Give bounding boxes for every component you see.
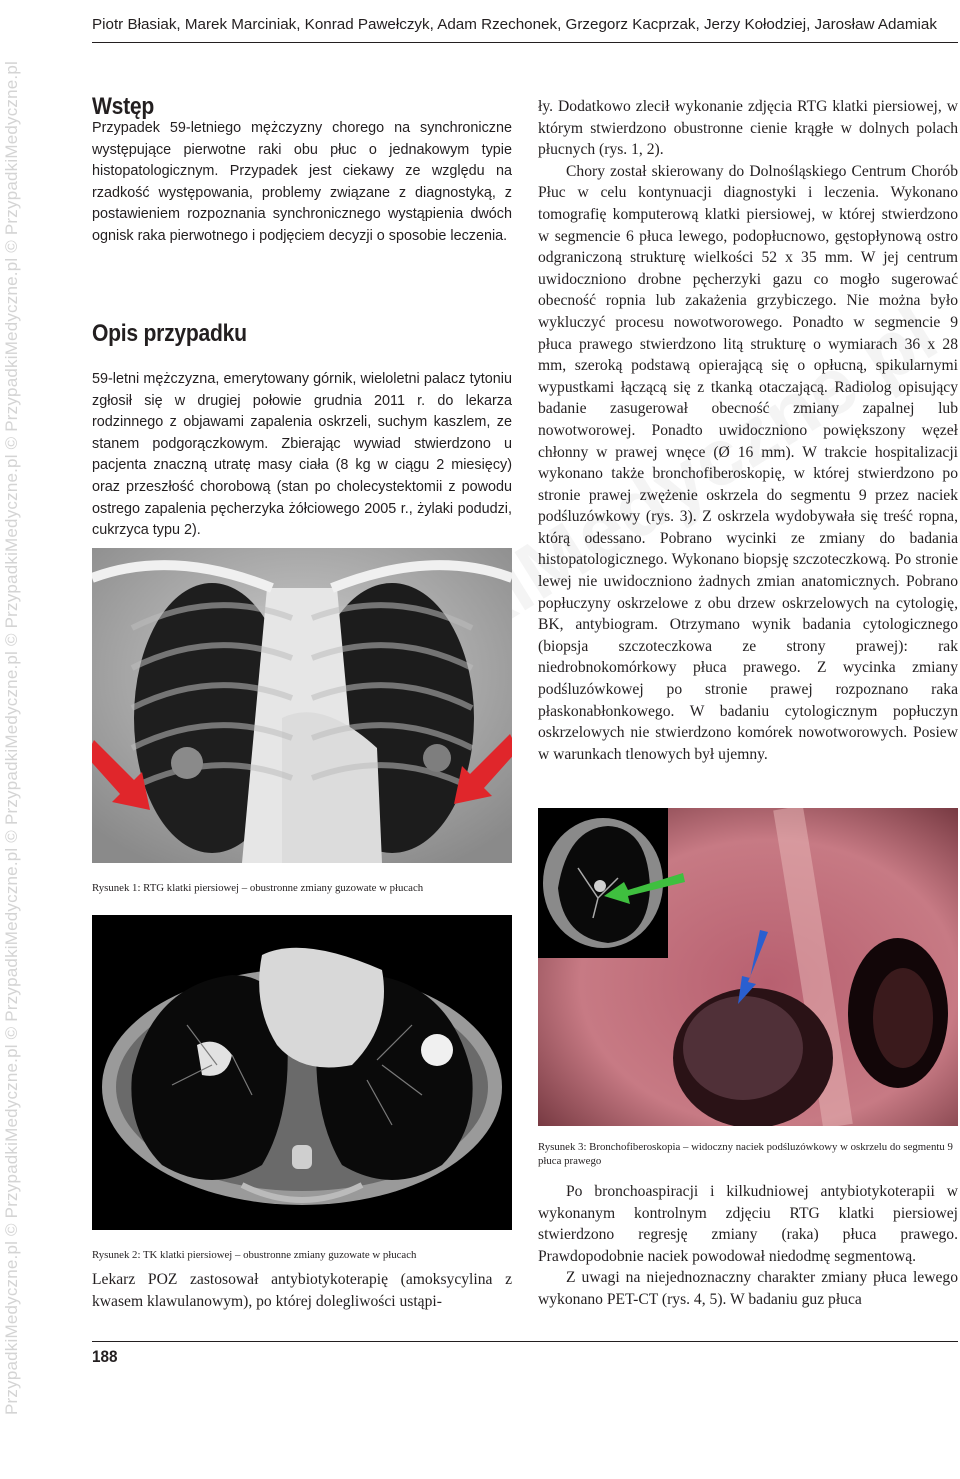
header-divider [92,42,958,43]
side-watermark: PrzypadkiMedyczne.pl © PrzypadkiMedyczne.pl © PrzypadkiMedyczne.pl © PrzypadkiMedyczne.pl © PrzypadkiMedyczne.pl © PrzypadkiMedyczne.pl © PrzypadkiMedyczne.pl [2,61,21,1415]
right-column-text [538,96,958,765]
case-paragraph-1: 59-letni mężczyzna, emerytowany górnik, wieloletni palacz tytoniu zgłosił się w drugiej połowie grudnia 2011 r. do lekarza rodzinnego z objawami zapalenia oskrzeli, suchym kaszlem, ze stanem podgorączkowym. Zbierając wywiad stwierdzono u pacjenta znaczną utratę masy ciała (8 kg w ciągu 2 miesięcy) oraz przeszłość chorobową (stan po cholecystektomii z powodu ostrego zapalenia pęcherzyka żółciowego 2005 r., żylaki podudzi, cukrzyca typu 2). [92,371,512,539]
case-paragraph-2: Lekarz POZ zastosował antybiotykoterapię (amoksycylina z kwasem klawulanowym), po której dolegliwości ustąpi- [92,1271,512,1310]
right-paragraph-2: Chory został skierowany do Dolnośląskiego Centrum Chorób Płuc w celu kontynuacji diagnostyki i leczenia. Wykonano tomografię komputerową klatki piersiowej, w której stwierdzono w segmencie 6 płuca lewego, podopłucnowo, gęstopłynową ostro odgraniczoną strukturę wielkości 52 x 35 mm. W jej centrum uwidoczniono drobne pęcherzyki gazu co mogło sugerować obecność ropnia lub zakażenia grzybiczego. Nie można było wykluczyć procesu nowotworowego. Ponadto w segmencie 9 płuca prawego stwierdzono litą strukturę o wymiarach 36 x 28 mm, szeroką podstawą opierającą się o opłucną, spikularnymi wypustkami łączącą się z tkanką otaczającą. Radiolog opisujący badanie zasugerował obecność zmiany zapalnej lub nowotworowej. Ponadto uwidoczniono powiększony węzeł chłonny w prawej wnęce (Ø 16 mm). W trakcie hospitalizacji wykonano także bronchofiberoskopię, w której stwierdzono po stronie prawej zwężenie oskrzela do segmentu 9 przez naciek podśluzówkowy (rys. 3). Z oskrzela wydobywała się treść ropna, którą odessano. Pobrano wycinki ze zmiany do badania histopatologicznego. Wykonano biopsję szczoteczkową. Po stronie lewej nie uwidoczniono żadnych zmian anatomicznych. Pobrano popłuczyny oskrzelowe z obu drzew oskrzelowych na cytologię, BK, antybiogram. Otrzymano wynik badania cytologicznego (biopsja szczoteczkowa ze strony prawej): rak niedrobnokomórkowy płuca prawego. Z wycinka zmiany podśluzówkowej po stronie prawej rozpoznano raka płaskonabłonkowego. W badaniu cytologicznym popłuczyn oskrzelowych nie stwierdzono komórek nowotworowych. Posiew w warunkach tlenowych był ujemny. [538,162,958,763]
author-header: Piotr Błasiak, Marek Marciniak, Konrad Pawełczyk, Adam Rzechonek, Grzegorz Kacprzak, Jerzy Kołodziej, Jarosław Adamiak [92,16,937,33]
figure-1-caption: Rysunek 1: RTG klatki piersiowej – obustronne zmiany guzowate w płucach [92,882,424,894]
right-paragraph-3: Po bronchoaspiracji i kilkudniowej antybiotykoterapii w wykonanym kontrolnym zdjęciu RTG klatki piersiowej stwierdzono regresję zmiany (raka) płuca prawego. Prawdopodobnie naciek powodował niedodmę segmentową. [538,1183,958,1265]
ct-scan-image [92,915,512,1230]
right-paragraph-1: ły. Dodatkowo zlecił wykonanie zdjęcia RTG klatki piersiowej, w którym stwierdzono obustronne cienie krągłe w dolnych polach płucnych (rys. 1, 2). [538,98,958,159]
page-number: 188 [92,1347,118,1366]
right-paragraph-4: Z uwagi na niejednoznaczny charakter zmiany płuca lewego wykonano PET-CT (rys. 4, 5). W badaniu guz płuca [538,1269,958,1308]
figure-2-caption: Rysunek 2: TK klatki piersiowej – obustronne zmiany guzowate w płucach [92,1249,417,1261]
section-heading-case: Opis przypadku [92,320,247,347]
bronchoscopy-image [538,808,958,1126]
chest-xray-image [92,548,512,863]
footer-divider [92,1341,958,1342]
intro-paragraph: Przypadek 59-letniego mężczyzny chorego na synchroniczne występujące pierwotne raki obu płuc o jednakowym typie histopatologicznym. Przypadek jest ciekawy ze względu na rzadkość występowania, problemy związane z diagnostyką, z postawieniem rozpoznania synchronicznego wystąpienia dwóch ognisk raka pierwotnego i podjęciem decyzji o sposobie leczenia. [92,120,512,244]
figure-3-caption: Rysunek 3: Bronchofiberoskopia – widoczny naciek podśluzówkowy w oskrzelu do segmentu 9 płuca prawego [538,1141,953,1167]
right-column-text-2 [538,1181,958,1311]
section-heading-intro: Wstęp [92,93,155,120]
